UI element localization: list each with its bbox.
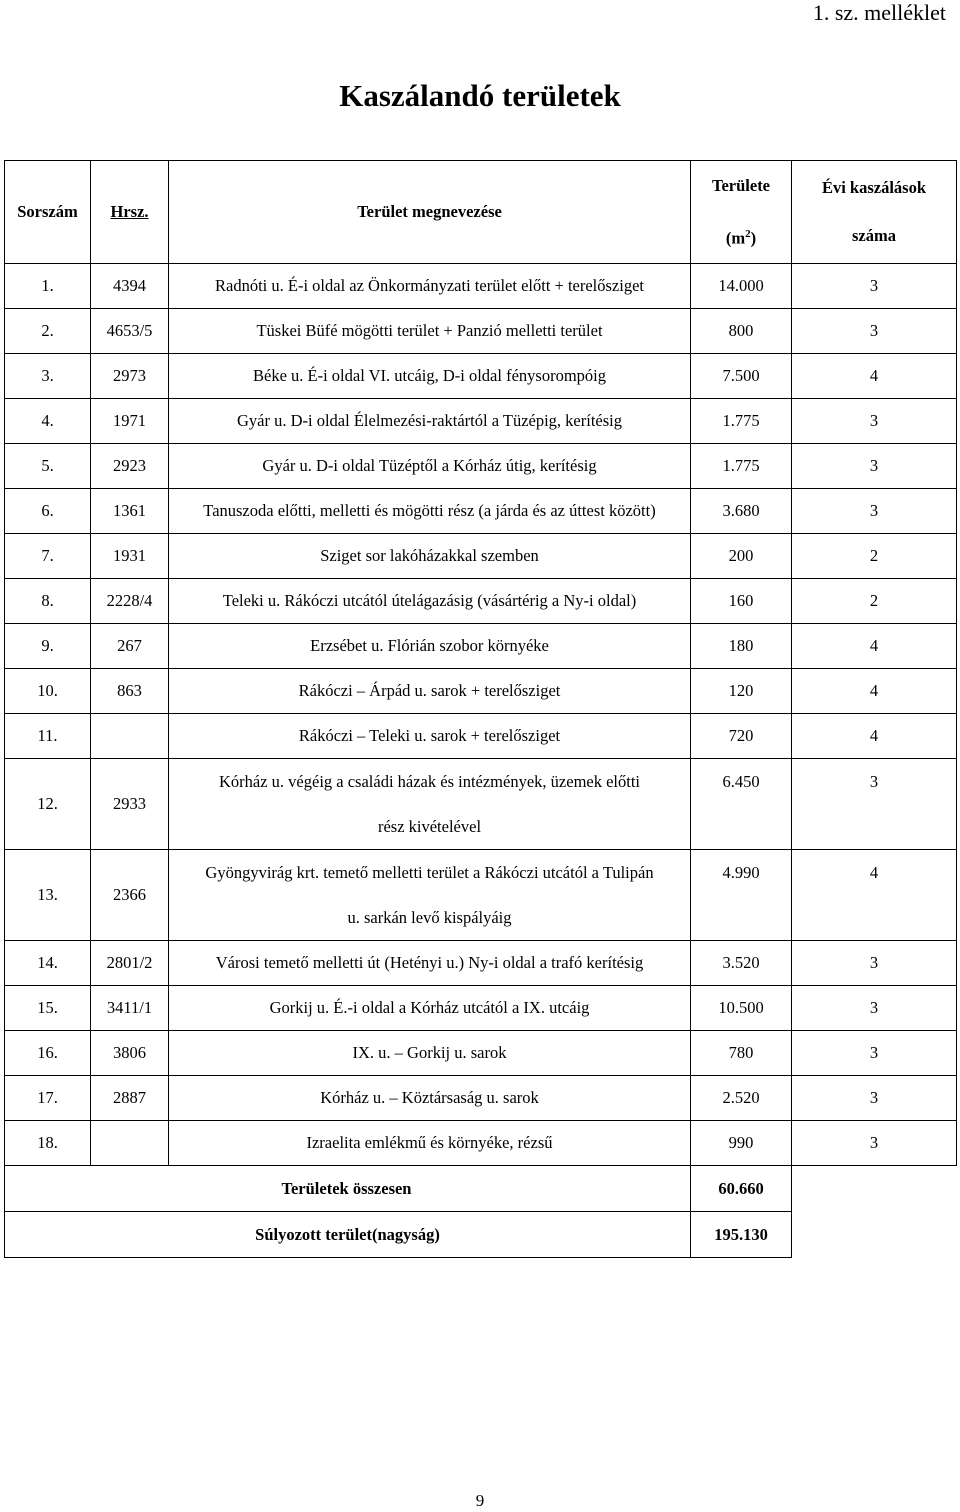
header-terulet-sup: 2 <box>745 227 751 240</box>
row-description <box>169 759 691 850</box>
row-hrsz: 3806 <box>91 1031 169 1076</box>
row-description: Gyár u. D-i oldal Élelmezési-raktártól a Tüzépig, kerítésig <box>169 399 691 444</box>
row-hrsz: 2801/2 <box>91 941 169 986</box>
row-count: 3 <box>792 489 957 534</box>
row-count <box>792 850 957 941</box>
row-number: 11. <box>5 714 91 759</box>
header-terulet-close: ) <box>750 228 757 248</box>
weighted-label: Súlyozott terület(nagyság) <box>5 1212 691 1258</box>
row-hrsz <box>91 714 169 759</box>
table-header-row <box>5 161 957 264</box>
areas-table <box>4 160 957 1258</box>
row-hrsz: 3411/1 <box>91 986 169 1031</box>
header-terulet <box>691 161 792 264</box>
row-number: 14. <box>5 941 91 986</box>
row-count: 3 <box>792 1121 957 1166</box>
row-area: 2.520 <box>691 1076 792 1121</box>
row-count: 3 <box>792 941 957 986</box>
row-count <box>792 759 957 850</box>
row-number: 9. <box>5 624 91 669</box>
table-row <box>5 1031 957 1076</box>
weighted-value: 195.130 <box>691 1212 792 1258</box>
row-description-line2: u. sarkán levő kispályáig <box>347 908 512 927</box>
row-hrsz: 2228/4 <box>91 579 169 624</box>
row-description: Béke u. É-i oldal VI. utcáig, D-i oldal fénysorompóig <box>169 354 691 399</box>
row-description: Gorkij u. É.-i oldal a Kórház utcától a IX. utcáig <box>169 986 691 1031</box>
row-number: 10. <box>5 669 91 714</box>
row-description: Tüskei Büfé mögötti terület + Panzió melletti terület <box>169 309 691 354</box>
row-count: 3 <box>792 1031 957 1076</box>
row-area: 1.775 <box>691 399 792 444</box>
table-row <box>5 264 957 309</box>
row-number: 6. <box>5 489 91 534</box>
row-area: 14.000 <box>691 264 792 309</box>
row-number: 7. <box>5 534 91 579</box>
row-number: 13. <box>5 850 91 941</box>
row-hrsz: 4394 <box>91 264 169 309</box>
row-count: 3 <box>792 986 957 1031</box>
annex-label: 1. sz. melléklet <box>812 0 946 25</box>
row-description-line2: rész kivételével <box>377 817 482 836</box>
row-description: Tanuszoda előtti, melletti és mögötti rész (a járda és az úttest között) <box>169 489 691 534</box>
row-hrsz <box>91 1121 169 1166</box>
totals-label: Területek összesen <box>5 1166 691 1212</box>
row-description-line1: Gyöngyvirág krt. temető melletti terület a Rákóczi utcától a Tulipán <box>205 863 654 882</box>
table-row <box>5 1121 957 1166</box>
row-count: 3 <box>792 444 957 489</box>
row-description <box>169 850 691 941</box>
row-number: 3. <box>5 354 91 399</box>
row-area <box>691 759 792 850</box>
table-row <box>5 850 957 941</box>
row-description: Erzsébet u. Flórián szobor környéke <box>169 624 691 669</box>
row-number: 5. <box>5 444 91 489</box>
table-row <box>5 444 957 489</box>
table-row <box>5 489 957 534</box>
table-row <box>5 941 957 986</box>
row-area: 800 <box>691 309 792 354</box>
table-row <box>5 309 957 354</box>
totals-row <box>5 1166 957 1212</box>
header-hrsz <box>91 161 169 264</box>
row-number: 18. <box>5 1121 91 1166</box>
row-count: 4 <box>792 669 957 714</box>
table-row <box>5 624 957 669</box>
header-terulet-line2 <box>693 210 789 263</box>
row-count: 3 <box>792 399 957 444</box>
row-hrsz: 4653/5 <box>91 309 169 354</box>
row-area: 990 <box>691 1121 792 1166</box>
row-hrsz: 2887 <box>91 1076 169 1121</box>
row-number: 12. <box>5 759 91 850</box>
row-number: 4. <box>5 399 91 444</box>
table-row <box>5 354 957 399</box>
row-count-value: 3 <box>869 772 879 791</box>
row-area: 780 <box>691 1031 792 1076</box>
table-row <box>5 986 957 1031</box>
row-description: Teleki u. Rákóczi utcától útelágazásig (vásártérig a Ny-i oldal) <box>169 579 691 624</box>
row-number: 2. <box>5 309 91 354</box>
row-area: 1.775 <box>691 444 792 489</box>
row-hrsz: 1361 <box>91 489 169 534</box>
row-count: 4 <box>792 354 957 399</box>
row-area: 200 <box>691 534 792 579</box>
row-count: 3 <box>792 1076 957 1121</box>
row-description: Kórház u. – Köztársaság u. sarok <box>169 1076 691 1121</box>
totals-value: 60.660 <box>691 1166 792 1212</box>
row-description: Rákóczi – Teleki u. sarok + terelősziget <box>169 714 691 759</box>
row-count: 2 <box>792 579 957 624</box>
row-hrsz: 2933 <box>91 759 169 850</box>
table-row <box>5 669 957 714</box>
header-evi-line1: Évi kaszálások <box>821 178 927 197</box>
table-row <box>5 579 957 624</box>
row-number: 17. <box>5 1076 91 1121</box>
page-number: 9 <box>475 1491 485 1510</box>
row-number: 15. <box>5 986 91 1031</box>
row-hrsz: 267 <box>91 624 169 669</box>
row-area: 180 <box>691 624 792 669</box>
row-description-line1: Kórház u. végéig a családi házak és intézmények, üzemek előtti <box>218 772 641 791</box>
row-count: 2 <box>792 534 957 579</box>
header-evi-line2: száma <box>852 226 896 245</box>
totals-empty <box>792 1166 957 1258</box>
row-number: 16. <box>5 1031 91 1076</box>
row-hrsz: 2973 <box>91 354 169 399</box>
row-hrsz: 1931 <box>91 534 169 579</box>
row-count-value: 4 <box>869 863 879 882</box>
row-area-value: 4.990 <box>722 863 760 882</box>
row-number: 1. <box>5 264 91 309</box>
header-evi <box>792 161 957 264</box>
header-sorszam: Sorszám <box>5 161 91 264</box>
row-description: Radnóti u. É-i oldal az Önkormányzati terület előtt + terelősziget <box>169 264 691 309</box>
table-row <box>5 1076 957 1121</box>
row-area: 160 <box>691 579 792 624</box>
header-terulet-unit: (m <box>725 228 746 248</box>
row-area: 10.500 <box>691 986 792 1031</box>
row-description: IX. u. – Gorkij u. sarok <box>169 1031 691 1076</box>
row-area: 7.500 <box>691 354 792 399</box>
row-count: 3 <box>792 264 957 309</box>
header-terulet-line1: Területe <box>711 175 771 195</box>
row-count: 4 <box>792 624 957 669</box>
header-hrsz-text: Hrsz. <box>110 202 149 221</box>
row-description: Gyár u. D-i oldal Tüzéptől a Kórház útig, kerítésig <box>169 444 691 489</box>
row-count: 3 <box>792 309 957 354</box>
row-description: Városi temető melletti út (Hetényi u.) Ny-i oldal a trafó kerítésig <box>169 941 691 986</box>
header-megnevezes: Terület megnevezése <box>169 161 691 264</box>
row-area-value: 6.450 <box>722 772 760 791</box>
row-area <box>691 850 792 941</box>
row-description: Izraelita emlékmű és környéke, rézsű <box>169 1121 691 1166</box>
row-number: 8. <box>5 579 91 624</box>
row-area: 3.520 <box>691 941 792 986</box>
table-row <box>5 399 957 444</box>
page-title: Kaszálandó területek <box>339 78 621 113</box>
row-area: 3.680 <box>691 489 792 534</box>
table-row <box>5 534 957 579</box>
row-area: 120 <box>691 669 792 714</box>
table-row <box>5 714 957 759</box>
row-description: Rákóczi – Árpád u. sarok + terelősziget <box>169 669 691 714</box>
row-hrsz: 1971 <box>91 399 169 444</box>
row-hrsz: 2366 <box>91 850 169 941</box>
row-description: Sziget sor lakóházakkal szemben <box>169 534 691 579</box>
row-hrsz: 863 <box>91 669 169 714</box>
row-area: 720 <box>691 714 792 759</box>
row-hrsz: 2923 <box>91 444 169 489</box>
row-count: 4 <box>792 714 957 759</box>
table-row <box>5 759 957 850</box>
